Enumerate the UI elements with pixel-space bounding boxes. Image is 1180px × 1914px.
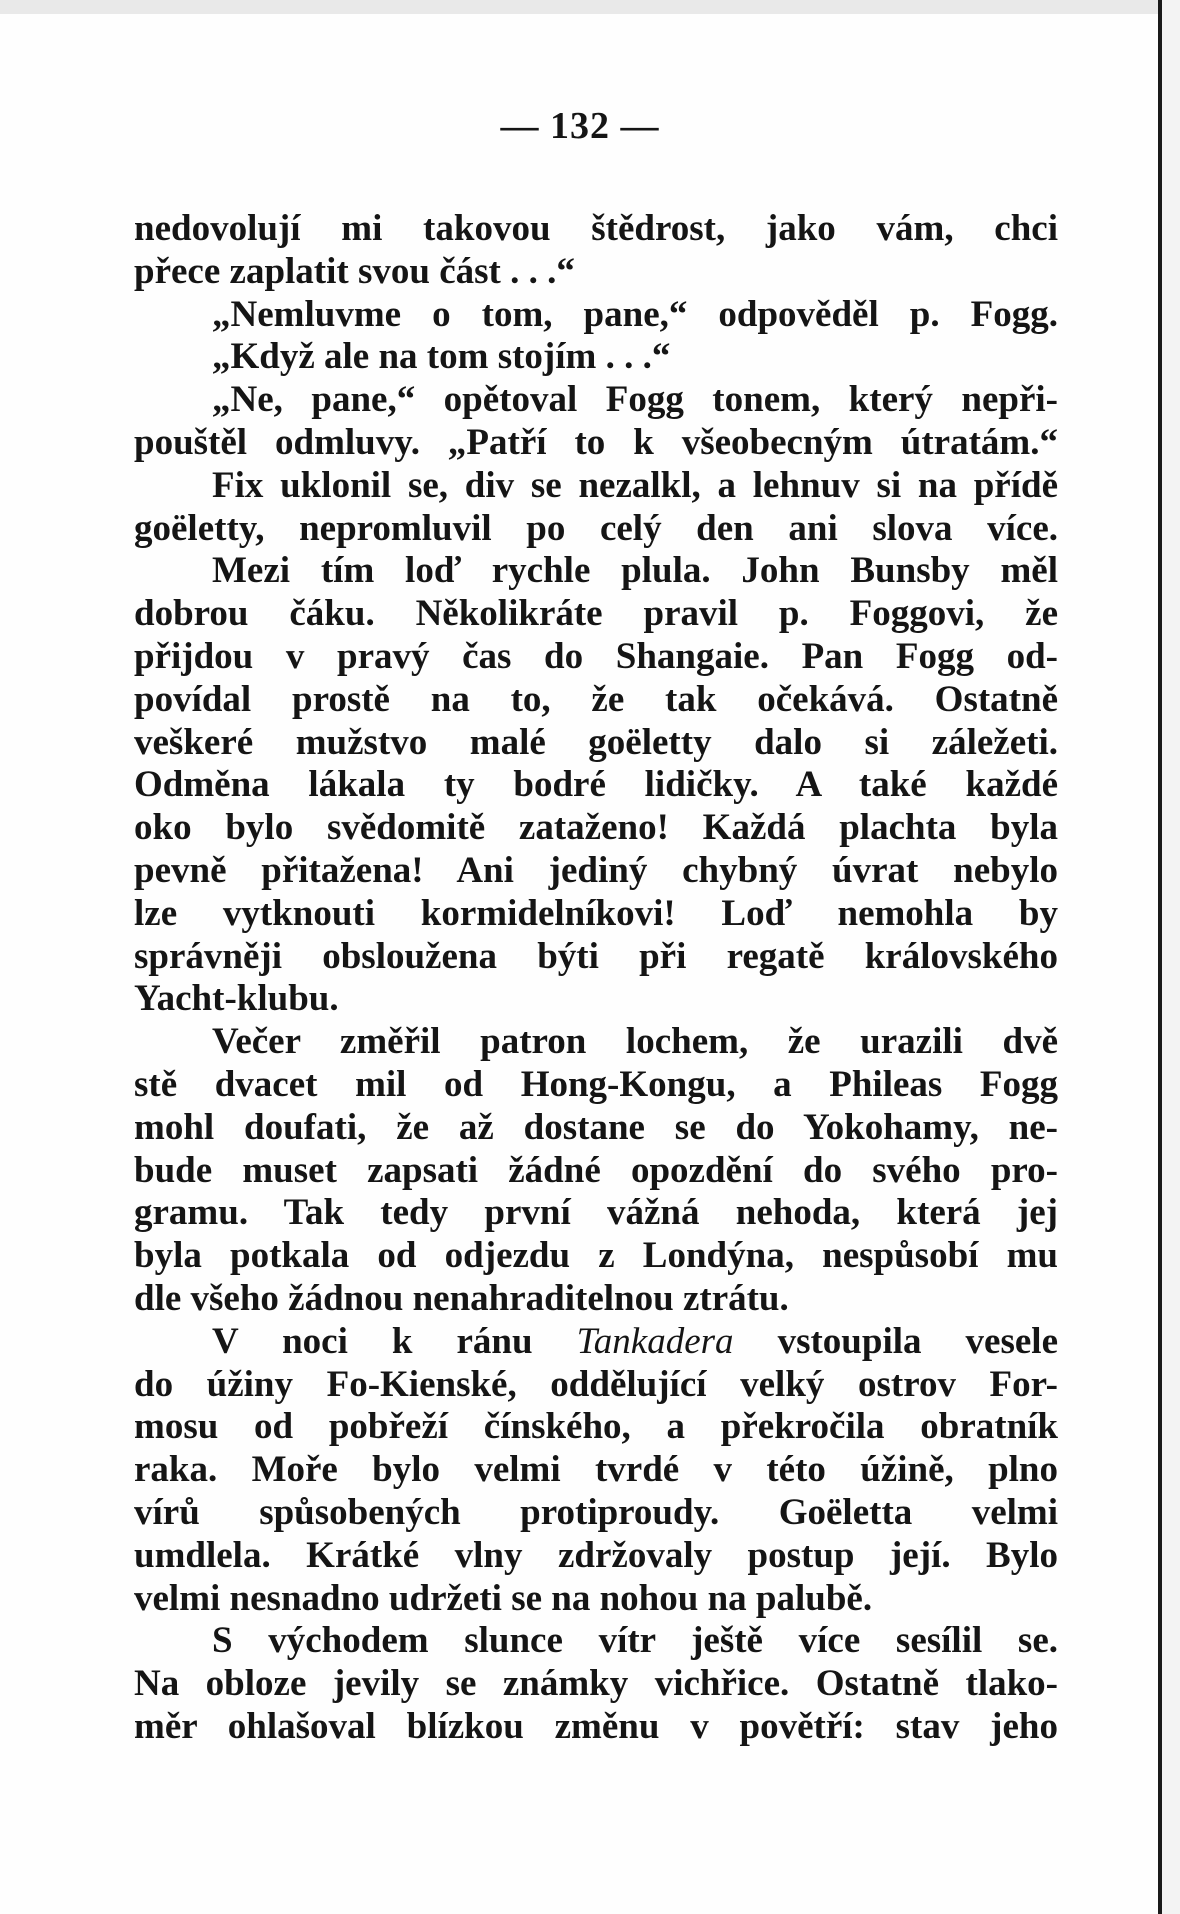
page-top-edge <box>0 0 1180 14</box>
line-prefix: V noci k ránu <box>212 1320 533 1362</box>
page-right-margin <box>1162 0 1180 1914</box>
body-text <box>134 208 1058 1749</box>
text-line: lze vytknouti kormidelníkovi! Loď nemohla by <box>134 892 1058 934</box>
text-line: přijdou v pravý čas do Shangaie. Pan Fogg od- <box>134 635 1058 677</box>
text-line: přece zaplatit svou část . . .“ <box>134 250 575 292</box>
text-line: správněji obsloužena býti při regatě královského <box>134 935 1058 977</box>
text-line: dle všeho žádnou nenahraditelnou ztrátu. <box>134 1277 789 1319</box>
text-line: mosu od pobřeží čínského, a překročila obratník <box>134 1406 1058 1448</box>
text-line: Mezi tím loď rychle plula. John Bunsby měl <box>212 550 1058 592</box>
line-rest: vstoupila vesele <box>777 1320 1058 1362</box>
text-line: Večer změřil patron lochem, že urazili dvě <box>212 1021 1058 1063</box>
text-line: do úžiny Fo-Kienské, oddělující velký ostrov For- <box>134 1363 1058 1405</box>
text-line: „Ne, pane,“ opětoval Fogg tonem, který nepři- <box>212 379 1058 421</box>
text-line: „Nemluvme o tom, pane,“ odpověděl p. Fogg. <box>212 293 1058 335</box>
text-line: mohl doufati, že až dostane se do Yokohamy, ne- <box>134 1106 1058 1148</box>
ship-name: Tankadera <box>576 1320 734 1362</box>
text-line: goëletty, nepromluvil po celý den ani slova více. <box>134 507 1058 549</box>
text-line: umdlela. Krátké vlny zdržovaly postup její. Bylo <box>134 1534 1058 1576</box>
text-line: byla potkala od odjezdu z Londýna, nespůsobí mu <box>134 1235 1058 1277</box>
text-line: pevně přitažena! Ani jediný chybný úvrat nebylo <box>134 849 1058 891</box>
text-line: povídal prostě na to, že tak očekává. Ostatně <box>134 678 1058 720</box>
text-line: veškeré mužstvo malé goëletty dalo si záležeti. <box>134 721 1058 763</box>
text-line: oko bylo svědomitě zataženo! Každá plachta byla <box>134 807 1058 849</box>
text-line: gramu. Tak tedy první vážná nehoda, která jej <box>134 1192 1058 1234</box>
text-line: velmi nesnadno udržeti se na nohou na palubě. <box>134 1577 873 1619</box>
text-line: „Když ale na tom stojím . . .“ <box>212 336 671 378</box>
text-line <box>134 1321 1058 1364</box>
text-line: vírů spůsobených protiproudy. Goëletta velmi <box>134 1491 1058 1533</box>
text-line: Na obloze jevily se známky vichřice. Ostatně tlako- <box>134 1663 1058 1705</box>
page-number: — 132 — <box>500 105 660 147</box>
text-line: stě dvacet mil od Hong-Kongu, a Phileas Fogg <box>134 1063 1058 1105</box>
text-line: S východem slunce vítr ještě více sesílil se. <box>212 1620 1058 1662</box>
text-line: Fix uklonil se, div se nezalkl, a lehnuv si na přídě <box>212 464 1058 506</box>
text-line: dobrou čáku. Několikráte pravil p. Foggovi, že <box>134 593 1058 635</box>
text-line: Odměna lákala ty bodré lidičky. A také každé <box>134 764 1058 806</box>
text-line: bude muset zapsati žádné opozdění do svého pro- <box>134 1149 1058 1191</box>
text-line: raka. Moře bylo velmi tvrdé v této úžině, plno <box>134 1449 1058 1491</box>
text-line: pouštěl odmluvy. „Patří to k všeobecným útratám.“ <box>134 421 1058 463</box>
text-line: Yacht-klubu. <box>134 978 339 1020</box>
text-line: měr ohlašoval blízkou změnu v povětří: stav jeho <box>134 1705 1058 1747</box>
text-line: nedovolují mi takovou štědrost, jako vám, chci <box>134 208 1058 249</box>
